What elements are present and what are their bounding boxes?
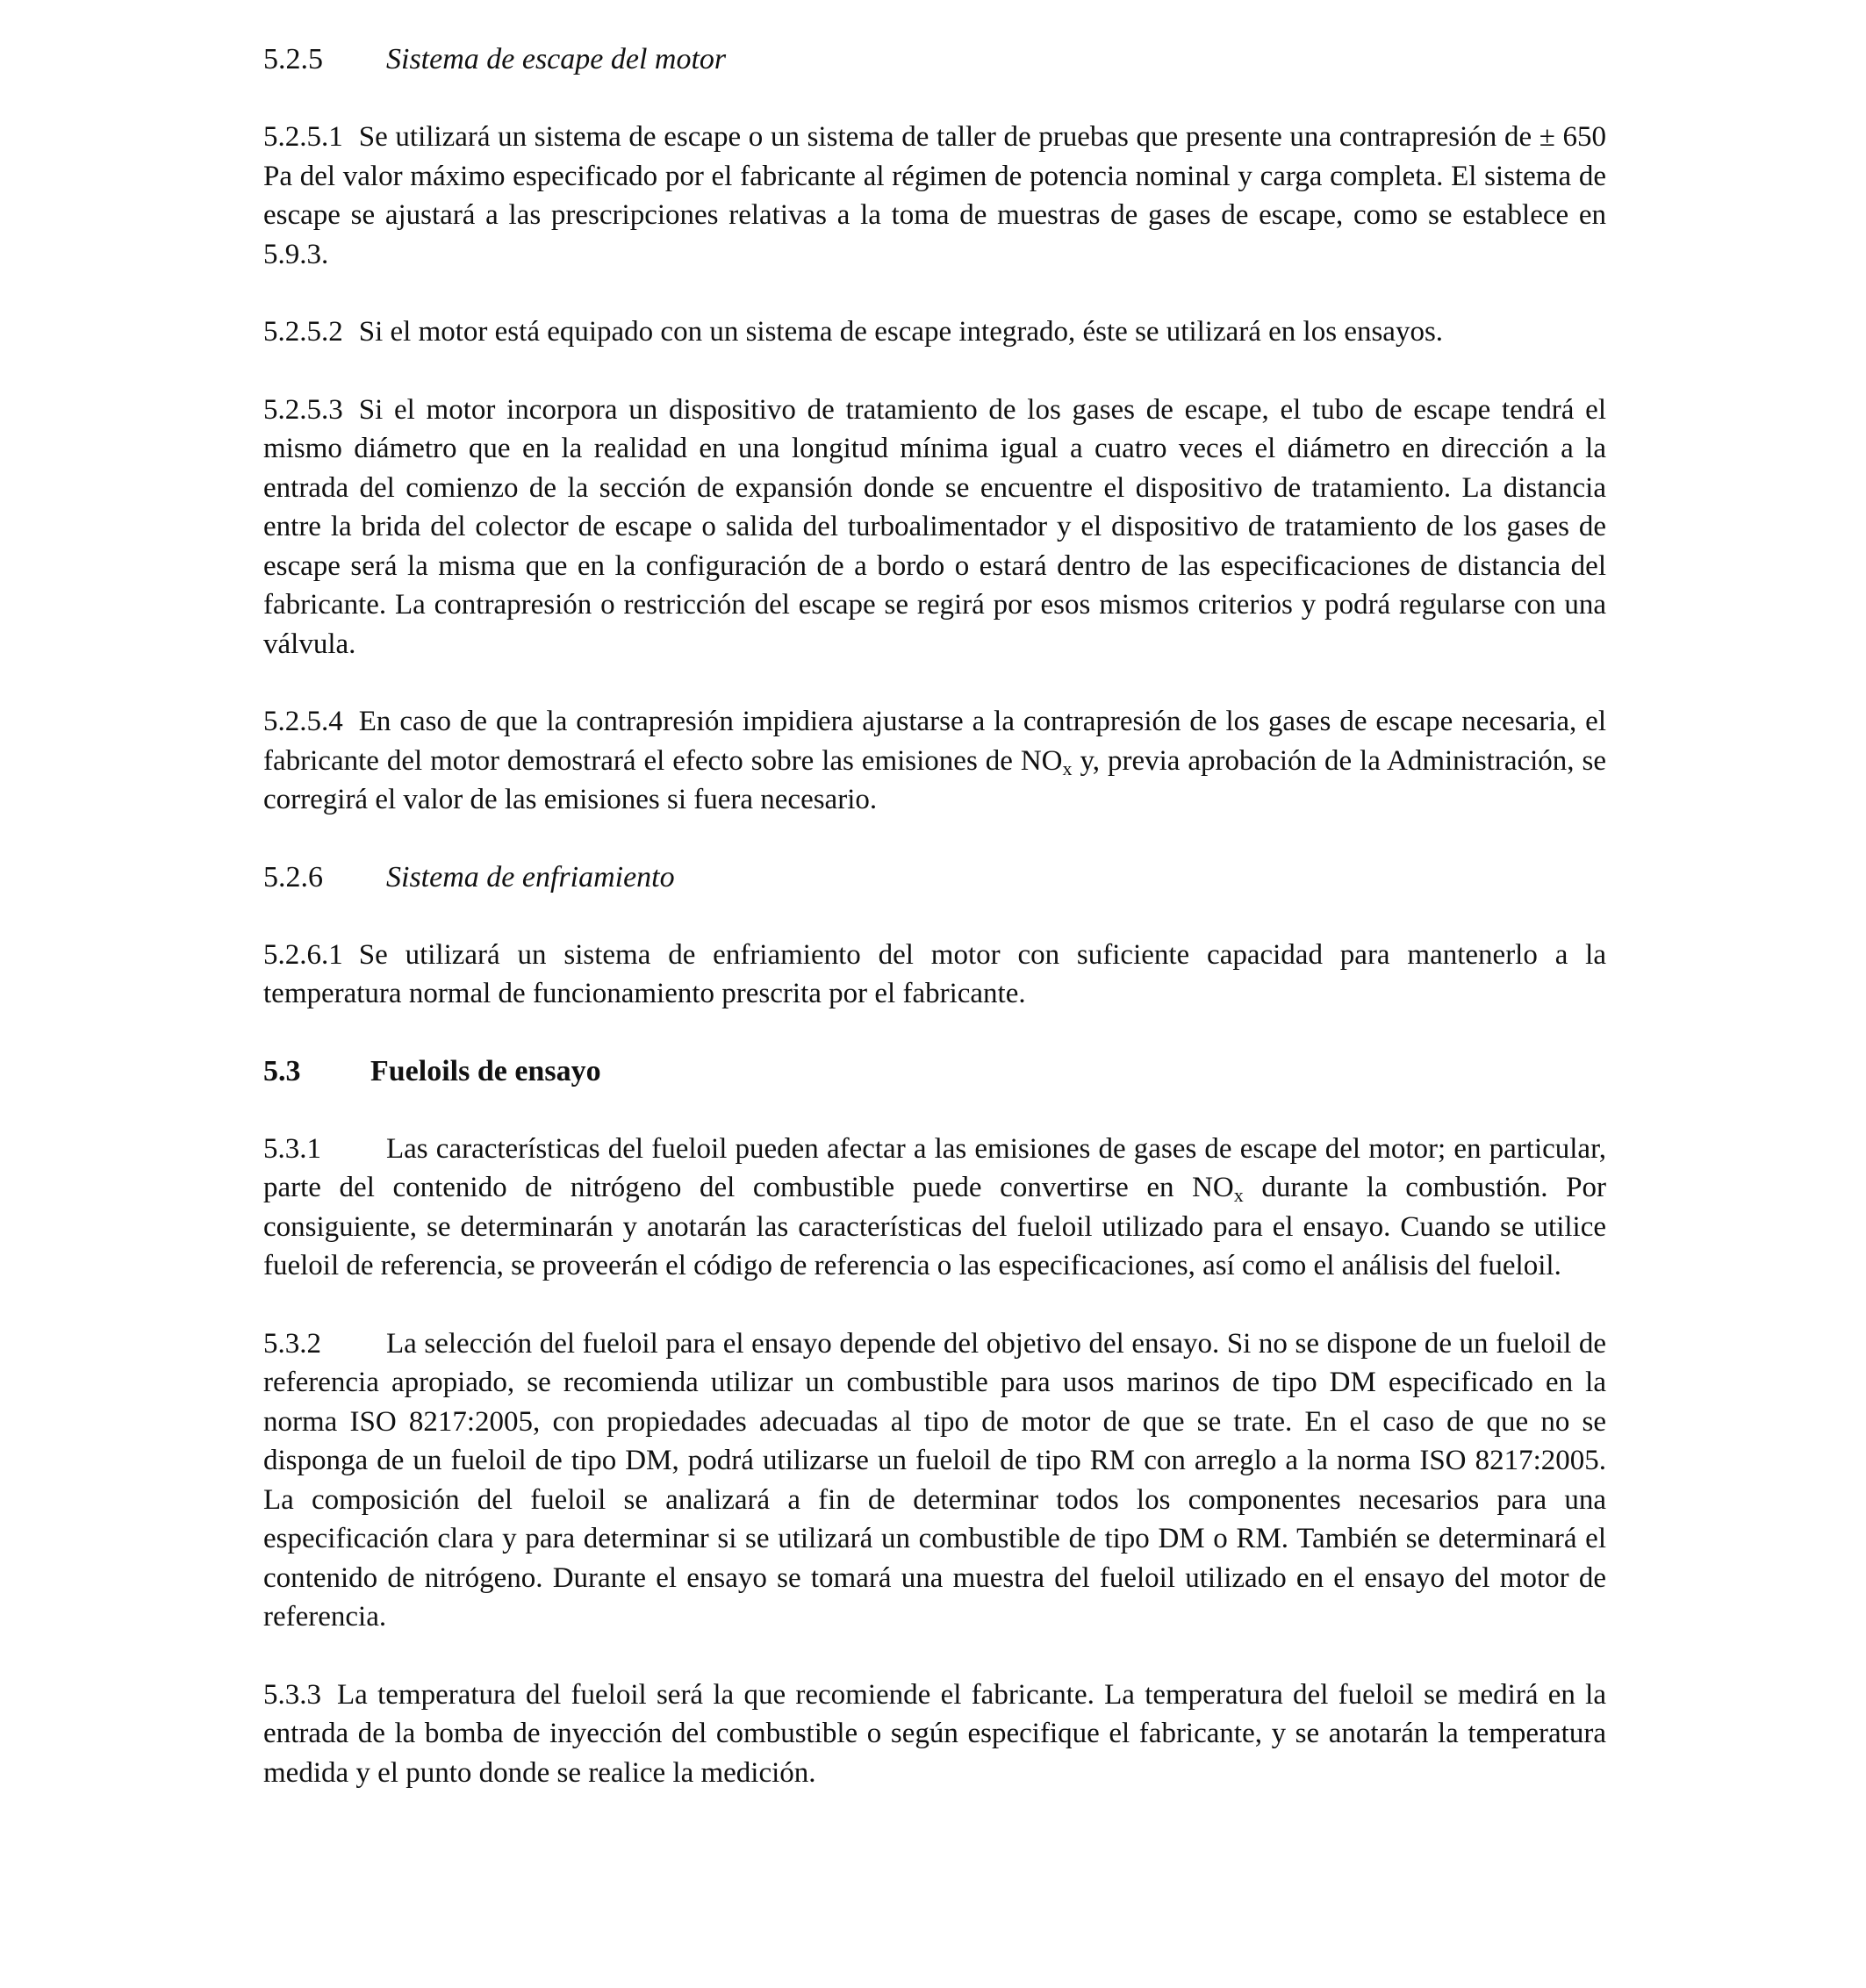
section-number: 5.3 — [263, 1054, 301, 1087]
paragraph-5-2-5-1 — [263, 118, 1606, 274]
paragraph-5-2-5-4 — [263, 702, 1606, 820]
paragraph-5-2-5-3 — [263, 391, 1606, 664]
paragraph-text: Si el motor está equipado con un sistema de escape integrado, éste se utilizará en los ensayos. — [358, 316, 1444, 348]
paragraph-number: 5.2.5.4 — [263, 706, 343, 737]
subscript: x — [1062, 757, 1073, 779]
section-heading-5-2-5 — [263, 40, 1606, 79]
paragraph-number: 5.3.2 — [263, 1327, 321, 1360]
section-number: 5.2.6 — [263, 860, 323, 894]
paragraph-5-2-6-1 — [263, 936, 1606, 1014]
paragraph-text-continued: durante la combustión. Por consiguiente, se determinarán y anotarán las características del fueloil utilizado para el ensayo. Cuando se utilice fueloil de referencia, se proveerán el código de referencia o las especificaciones, así como el análisis del fueloil. — [263, 1172, 1606, 1281]
document-page — [263, 40, 1606, 1831]
section-heading-5-3 — [263, 1052, 1606, 1091]
section-title: Fueloils de ensayo — [370, 1054, 601, 1087]
paragraph-number: 5.2.5.1 — [263, 121, 343, 153]
paragraph-text-continued: y, previa aprobación de la Administración, se corregirá el valor de las emisiones si fuera necesario. — [263, 744, 1606, 815]
paragraph-number: 5.3.1 — [263, 1132, 321, 1165]
paragraph-text: Se utilizará un sistema de escape o un sistema de taller de pruebas que presente una contrapresión de ± 650 Pa del valor máximo especificado por el fabricante al régimen de potencia nominal y carga completa. El sistema de escape se ajustará a las prescripciones relativas a la toma de muestras de gases de escape, como se establece en 5.9.3. — [263, 121, 1606, 270]
paragraph-text: Las características del fueloil pueden afectar a las emisiones de gases de escape del motor; en particular, parte del contenido de nitrógeno del combustible puede convertirse en NO — [263, 1132, 1606, 1203]
paragraph-5-3-1 — [263, 1130, 1606, 1286]
section-title: Sistema de escape del motor — [386, 43, 727, 75]
section-number: 5.2.5 — [263, 43, 323, 75]
paragraph-text: La temperatura del fueloil será la que recomiende el fabricante. La temperatura del fueloil se medirá en la entrada de la bomba de inyección del combustible o según especifique el fabricante, y se anotarán la temperatura medida y el punto donde se realice la medición. — [263, 1678, 1606, 1789]
subscript: x — [1233, 1184, 1244, 1206]
paragraph-text: Se utilizará un sistema de enfriamiento del motor con suficiente capacidad para mantenerlo a la temperatura normal de funcionamiento prescrita por el fabricante. — [263, 938, 1606, 1009]
paragraph-number: 5.3.3 — [263, 1678, 321, 1711]
paragraph-5-3-3 — [263, 1676, 1606, 1793]
paragraph-text: Si el motor incorpora un dispositivo de tratamiento de los gases de escape, el tubo de escape tendrá el mismo diámetro que en la realidad en una longitud mínima igual a cuatro veces el diámetro en dirección a la entrada del comienzo de la sección de expansión donde se encuentre el dispositivo de tratamiento. La distancia entre la brida del colector de escape o salida del turboalimentador y el dispositivo de tratamiento de los gases de escape será la misma que en la configuración de a bordo o estará dentro de las especificaciones de distancia del fabricante. La contrapresión o restricción del escape se regirá por esos mismos criterios y podrá regularse con una válvula. — [263, 393, 1606, 660]
paragraph-text: En caso de que la contrapresión impidiera ajustarse a la contrapresión de los gases de escape necesaria, el fabricante del motor demostrará el efecto sobre las emisiones de NO — [263, 706, 1606, 777]
section-heading-5-2-6 — [263, 858, 1606, 897]
paragraph-number: 5.2.6.1 — [263, 938, 343, 971]
paragraph-text: La selección del fueloil para el ensayo depende del objetivo del ensayo. Si no se dispone de un fueloil de referencia apropiado, se recomienda utilizar un combustible para usos marinos de tipo DM especificado en la norma ISO 8217:2005, con propiedades adecuadas al tipo de motor de que se trate. En el caso de que no se disponga de un fueloil de tipo DM, podrá utilizarse un fueloil de tipo RM con arreglo a la norma ISO 8217:2005. La composición del fueloil se analizará a fin de determinar todos los componentes necesarios para una especificación clara y para determinar si se utilizará un combustible de tipo DM o RM. También se determinará el contenido de nitrógeno. Durante el ensayo se tomará una muestra del fueloil utilizado en el ensayo del motor de referencia. — [263, 1327, 1606, 1633]
paragraph-number: 5.2.5.2 — [263, 316, 343, 348]
paragraph-5-2-5-2 — [263, 312, 1606, 352]
paragraph-5-3-2 — [263, 1324, 1606, 1637]
section-title: Sistema de enfriamiento — [386, 860, 675, 894]
paragraph-number: 5.2.5.3 — [263, 393, 343, 426]
